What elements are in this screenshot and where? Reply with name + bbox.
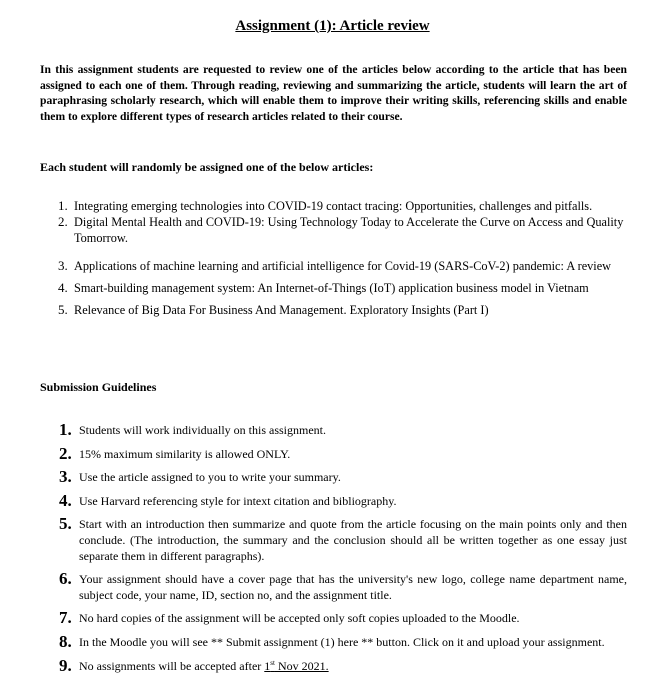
list-number: 1.	[59, 420, 72, 439]
list-number: 4.	[59, 490, 72, 510]
article-title: Smart-building management system: An Internet-of-Things (IoT) application business model in Vietnam	[74, 281, 589, 295]
guideline-text	[79, 657, 627, 675]
list-number: 6.	[59, 569, 72, 589]
list-number: 4.	[58, 280, 68, 295]
guideline-text: Use the article assigned to you to write your summary.	[79, 470, 341, 485]
list-number: 5.	[59, 514, 72, 534]
list-item	[58, 302, 628, 318]
deadline-date	[264, 659, 328, 673]
list-number: 3.	[58, 258, 68, 273]
guideline-text: Use Harvard referencing style for intext citation and bibliography.	[79, 493, 397, 508]
list-item	[59, 515, 627, 564]
guideline-text: No hard copies of the assignment will be accepted only soft copies uploaded to the Moodle.	[79, 611, 520, 626]
deadline-month-year: Nov 2021.	[274, 658, 329, 673]
list-number: 9.	[59, 655, 72, 675]
list-number: 2.	[59, 443, 72, 463]
submission-heading: Submission Guidelines	[40, 380, 157, 394]
list-item	[59, 421, 627, 439]
deadline-lead-text: No assignments will be accepted after	[79, 658, 265, 673]
page-title: Assignment (1): Article review	[235, 18, 430, 34]
article-title: Digital Mental Health and COVID-19: Using Technology Today to Accelerate the Curve on Access and Quality Tomorrow.	[74, 215, 624, 245]
list-item	[59, 468, 627, 486]
list-item	[58, 280, 628, 296]
list-item	[59, 609, 627, 627]
intro-paragraph: In this assignment students are requested to review one of the articles below according to the article that has been assigned to each one of them. Through reading, reviewing and summarizing the article, students will learn the art of paraphrasing scholarly research, which will enable them to improve their writing skills, referencing skills and enable them to explore different types of research articles related to their course.	[40, 63, 627, 123]
list-number: 1.	[58, 198, 68, 213]
guideline-text: Start with an introduction then summarize and quote from the article focusing on the main points only and then conclude. (The introduction, the summary and the conclusion should all be written together as one essay just separate them in different paragraphs).	[79, 517, 627, 563]
list-number: 8.	[59, 631, 72, 651]
article-title: Relevance of Big Data For Business And Management. Exploratory Insights (Part I)	[74, 303, 489, 317]
guideline-list	[59, 421, 627, 680]
list-item	[59, 657, 627, 675]
article-title: Applications of machine learning and artificial intelligence for Covid-19 (SARS-CoV-2) pandemic: A review	[74, 259, 612, 273]
list-number: 7.	[59, 608, 72, 628]
list-item	[59, 445, 627, 463]
list-item	[58, 214, 628, 246]
deadline-day: 1	[264, 658, 271, 673]
list-item	[59, 570, 627, 603]
deadline-ordinal-suffix: st	[270, 658, 275, 667]
guideline-text: In the Moodle you will see ** Submit assignment (1) here ** button. Click on it and upload your assignment.	[79, 634, 605, 649]
assignment-heading: Each student will randomly be assigned one of the below articles:	[40, 160, 374, 174]
list-item	[59, 492, 627, 510]
article-title: Integrating emerging technologies into COVID-19 contact tracing: Opportunities, challenges and pitfalls.	[74, 199, 593, 213]
list-item	[58, 198, 628, 214]
article-list	[58, 198, 628, 318]
list-number: 2.	[58, 214, 68, 229]
list-number: 3.	[59, 467, 72, 487]
list-number: 5.	[58, 302, 68, 317]
guideline-text: Students will work individually on this assignment.	[79, 423, 326, 437]
list-item	[59, 633, 627, 651]
guideline-text: 15% maximum similarity is allowed ONLY.	[79, 446, 291, 461]
guideline-text: Your assignment should have a cover page that has the university's new logo, college name department name, subject code, your name, ID, section no, and the assignment title.	[79, 572, 627, 602]
list-item	[58, 258, 628, 274]
